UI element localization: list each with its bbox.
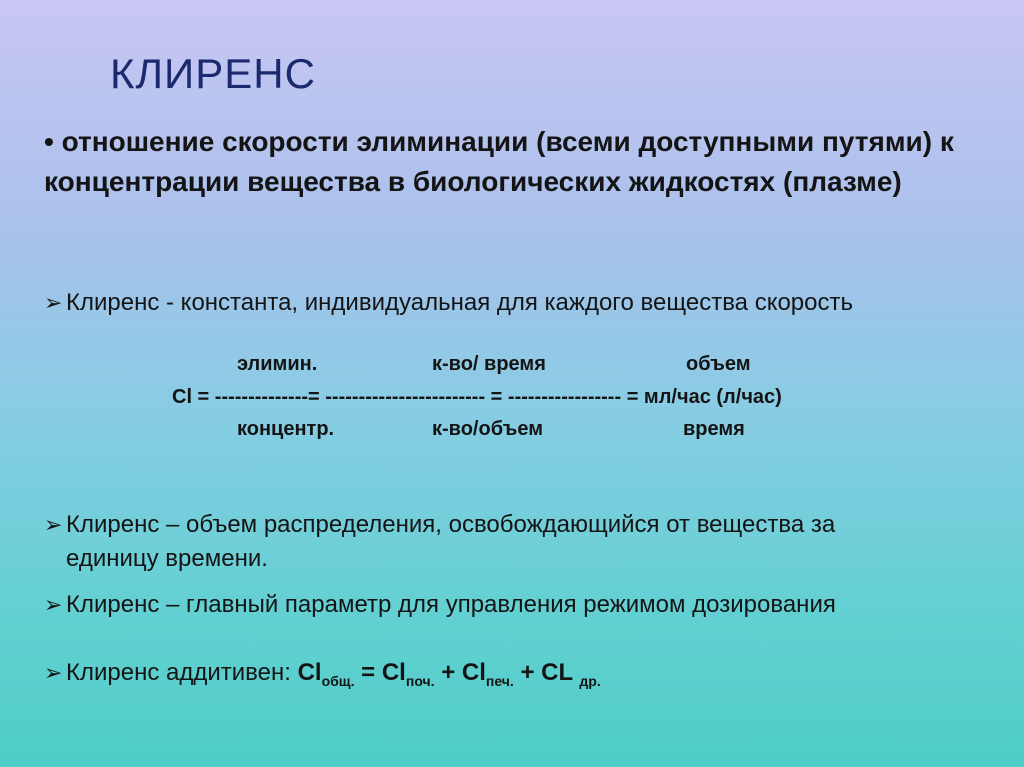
bullet-additive: [44, 656, 601, 698]
formula-main-line: Cl = --------------= ------------------------ = ----------------- = мл/час (л/час): [172, 386, 782, 408]
formula-numerator-amount-time: к-во/ время: [432, 353, 546, 375]
bullet-constant: [44, 286, 853, 320]
definition-text: • отношение скорости элиминации (всеми доступными путями) к концентрации вещества в биологических жидкостях (плазме): [44, 126, 954, 197]
cl-hepatic: + Cl: [434, 659, 486, 686]
cl-total: Cl: [297, 659, 322, 686]
cl-renal-subscript: поч.: [405, 673, 435, 689]
formula-numerator-volume: объем: [686, 353, 751, 375]
slide-title: КЛИРЕНС: [110, 50, 316, 97]
formula-numerator-elimination: элимин.: [237, 353, 318, 375]
bullet-constant-text: Клиренс - константа, индивидуальная для каждого вещества скорость: [66, 289, 853, 316]
bullet-main-parameter-text: Клиренс – главный параметр для управления режимом дозирования: [66, 591, 836, 618]
bullet-distribution-line2: единицу времени.: [66, 545, 268, 572]
formula-denominator-time: время: [683, 418, 745, 440]
formula-denominator-concentration: концентр.: [237, 418, 335, 440]
bullet-additive-prefix: Клиренс аддитивен:: [66, 659, 298, 686]
arrow-bullet-icon: ➢: [44, 660, 63, 685]
cl-other-subscript: др.: [579, 673, 601, 689]
cl-other: + CL: [513, 659, 580, 686]
cl-hepatic-subscript: печ.: [485, 673, 514, 689]
formula-denominator-amount-volume: к-во/объем: [432, 418, 544, 440]
bullet-distribution-volume: [44, 508, 835, 542]
arrow-bullet-icon: ➢: [44, 592, 63, 617]
bullet-distribution-line1: Клиренс – объем распределения, освобождающийся от вещества за: [66, 511, 836, 538]
cl-renal: = Cl: [354, 659, 406, 686]
bullet-main-parameter: [44, 588, 836, 622]
arrow-bullet-icon: ➢: [44, 512, 63, 537]
arrow-bullet-icon: ➢: [44, 290, 63, 315]
cl-total-subscript: общ.: [321, 673, 355, 689]
